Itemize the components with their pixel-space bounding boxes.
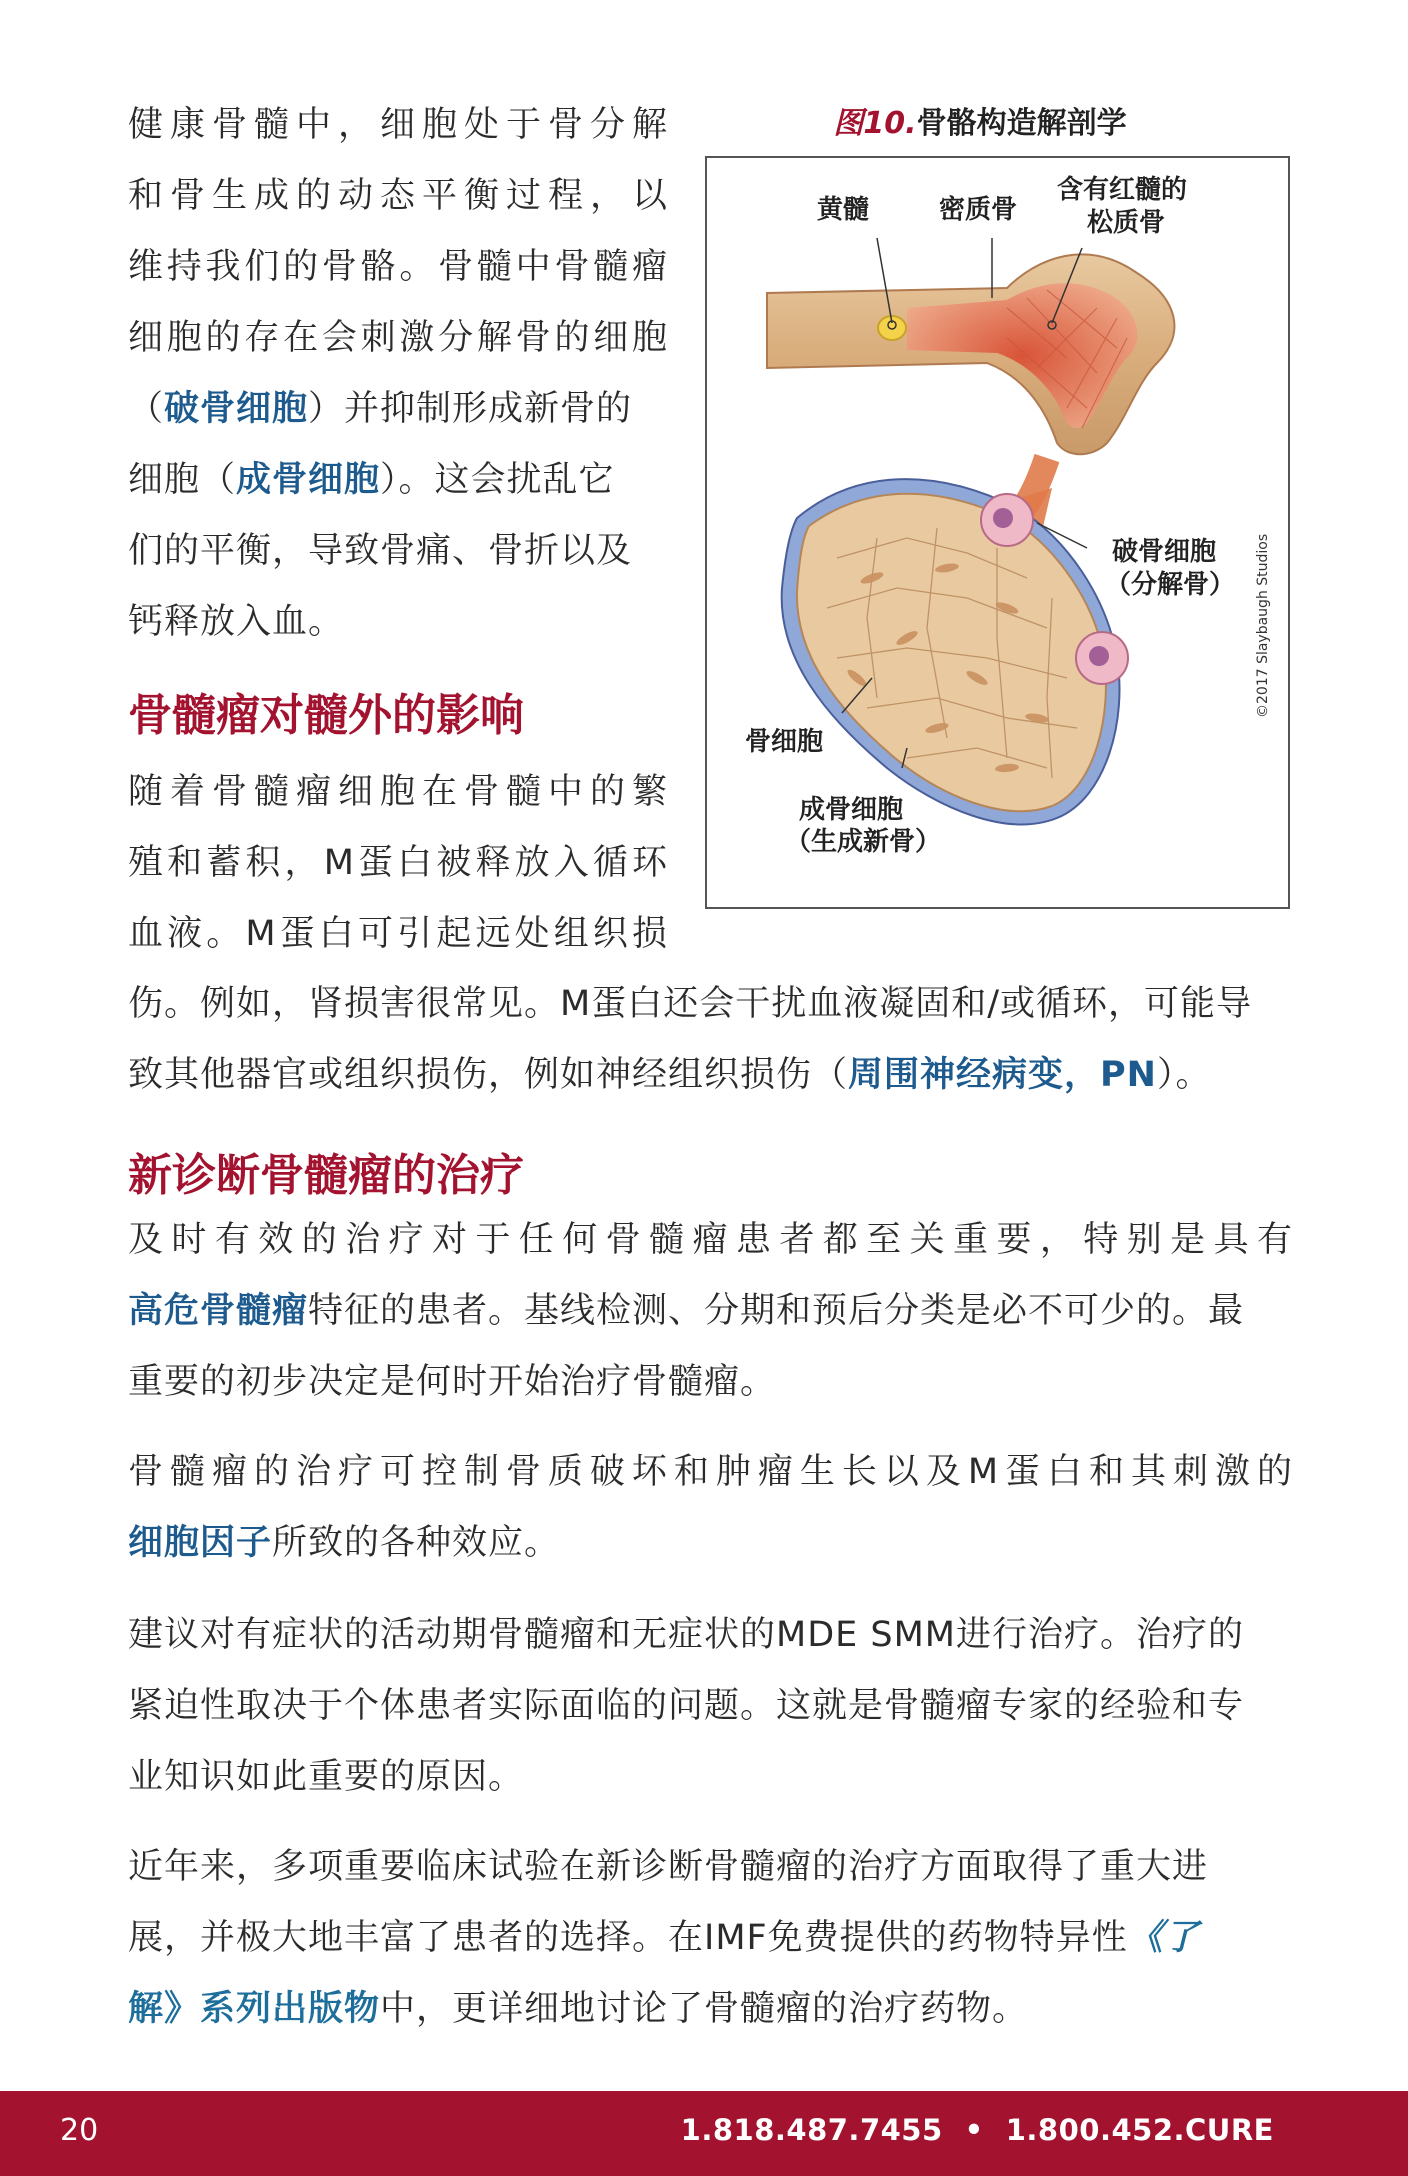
paragraph-line: 伤。例如，肾损害很常见。M蛋白还会干扰血液凝固和/或循环，可能导 bbox=[128, 984, 1252, 1024]
term-peripheral-neuropathy: 周围神经病变，PN bbox=[848, 1055, 1157, 1095]
paragraph-line: 高危骨髓瘤特征的患者。基线检测、分期和预后分类是必不可少的。最 bbox=[128, 1291, 1245, 1331]
bone-section bbox=[782, 479, 1128, 824]
label-osteocyte: 骨细胞 bbox=[745, 727, 824, 757]
figure-copyright: ©2017 Slaybaugh Studios bbox=[1255, 533, 1271, 718]
paragraph-line: 业知识如此重要的原因。 bbox=[128, 1757, 525, 1797]
intro-line: 钙释放入血。 bbox=[128, 602, 345, 642]
paragraph-line: 致其他器官或组织损伤，例如神经组织损伤（周围神经病变，PN）。 bbox=[128, 1055, 1212, 1095]
label-osteoblast-2: （生成新骨） bbox=[785, 827, 942, 857]
intro-line: 和骨生成的动态平衡过程，以 bbox=[128, 176, 668, 216]
page-footer bbox=[0, 2091, 1408, 2176]
intro-line: 们的平衡，导致骨痛、骨折以及 bbox=[128, 531, 633, 571]
paragraph-line: 解》系列出版物中，更详细地讨论了骨髓瘤的治疗药物。 bbox=[128, 1989, 1029, 2029]
paragraph-line: 血液。M蛋白可引起远处组织损 bbox=[128, 914, 668, 954]
label-yellow-marrow: 黄髓 bbox=[817, 195, 870, 225]
treatment-paragraph-3 bbox=[128, 1600, 1293, 1813]
paragraph-line: 殖和蓄积，M蛋白被释放入循环 bbox=[128, 843, 668, 883]
treatment-paragraph-2 bbox=[128, 1437, 1293, 1579]
section-heading-treatment: 新诊断骨髓瘤的治疗 bbox=[128, 1150, 524, 1201]
term-osteoblast: 成骨细胞 bbox=[236, 460, 381, 500]
paragraph-line: 重要的初步决定是何时开始治疗骨髓瘤。 bbox=[128, 1362, 777, 1402]
link-understanding-series-start[interactable]: 《了 bbox=[1127, 1918, 1200, 1958]
intro-line: （破骨细胞）并抑制形成新骨的 bbox=[128, 389, 633, 429]
figure-bone-anatomy bbox=[705, 156, 1290, 909]
footer-separator: • bbox=[964, 2113, 984, 2147]
figure-number: 图10. bbox=[833, 106, 917, 141]
phone-number-1[interactable]: 1.818.487.7455 bbox=[680, 2113, 943, 2147]
label-spongy-bone-1: 含有红髓的 bbox=[1057, 175, 1188, 205]
intro-line: 细胞（成骨细胞）。这会扰乱它 bbox=[128, 460, 615, 500]
paragraph-line: 骨髓瘤的治疗可控制骨质破坏和肿瘤生长以及M蛋白和其刺激的 bbox=[128, 1452, 1293, 1492]
treatment-paragraph-1 bbox=[128, 1205, 1293, 1418]
figure-title: 骨骼构造解剖学 bbox=[916, 106, 1127, 141]
term-high-risk-myeloma: 高危骨髓瘤 bbox=[128, 1291, 309, 1331]
bone-illustration bbox=[707, 158, 1288, 907]
term-osteoclast: 破骨细胞 bbox=[164, 389, 309, 429]
label-osteoclast-2: （分解骨） bbox=[1105, 570, 1236, 600]
paragraph-line: 建议对有症状的活动期骨髓瘤和无症状的MDE SMM进行治疗。治疗的 bbox=[128, 1615, 1245, 1655]
paragraph-line: 展，并极大地丰富了患者的选择。在IMF免费提供的药物特异性《了 bbox=[128, 1918, 1200, 1958]
page-number: 20 bbox=[60, 2113, 99, 2148]
paragraph-line: 近年来，多项重要临床试验在新诊断骨髓瘤的治疗方面取得了重大进 bbox=[128, 1847, 1209, 1887]
extramedullary-paragraph bbox=[128, 757, 668, 970]
paragraph-line: 及时有效的治疗对于任何骨髓瘤患者都至关重要，特别是具有 bbox=[128, 1220, 1293, 1260]
term-cytokines: 细胞因子 bbox=[128, 1523, 273, 1563]
treatment-paragraph-4 bbox=[128, 1832, 1293, 2045]
label-osteoblast-1: 成骨细胞 bbox=[799, 795, 904, 825]
paragraph-line: 细胞因子所致的各种效应。 bbox=[128, 1523, 561, 1563]
paragraph-line: 随着骨髓瘤细胞在骨髓中的繁 bbox=[128, 772, 668, 812]
figure-caption bbox=[700, 98, 1260, 142]
section-heading-extramedullary: 骨髓瘤对髓外的影响 bbox=[128, 690, 524, 741]
extramedullary-paragraph-wide bbox=[128, 969, 1308, 1111]
footer-phones bbox=[681, 2113, 1274, 2147]
link-understanding-series-end[interactable]: 解》系列出版物 bbox=[128, 1989, 381, 2029]
label-compact-bone: 密质骨 bbox=[939, 195, 1018, 225]
label-spongy-bone-2: 松质骨 bbox=[1087, 208, 1166, 238]
intro-line: 健康骨髓中，细胞处于骨分解 bbox=[128, 105, 668, 145]
long-bone bbox=[767, 254, 1174, 454]
label-osteoclast-1: 破骨细胞 bbox=[1112, 537, 1217, 567]
phone-number-2[interactable]: 1.800.452.CURE bbox=[1005, 2113, 1274, 2147]
intro-line: 细胞的存在会刺激分解骨的细胞 bbox=[128, 318, 668, 358]
intro-paragraph bbox=[128, 90, 668, 658]
intro-line: 维持我们的骨骼。骨髓中骨髓瘤 bbox=[128, 247, 668, 287]
paragraph-line: 紧迫性取决于个体患者实际面临的问题。这就是骨髓瘤专家的经验和专 bbox=[128, 1686, 1245, 1726]
